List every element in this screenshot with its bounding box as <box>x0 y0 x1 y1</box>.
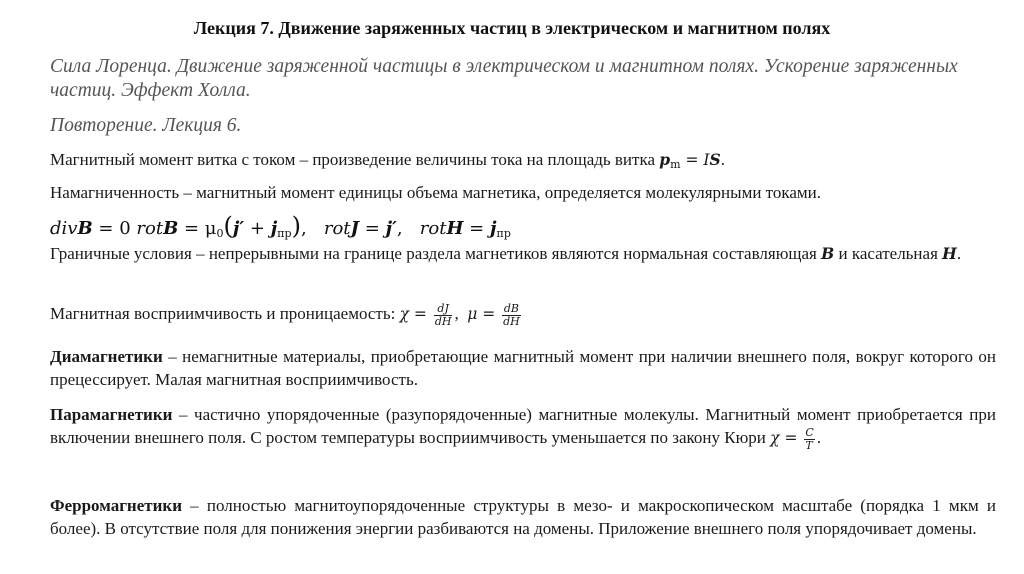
eq-j: = <box>359 218 386 239</box>
lecture-subtitle: Сила Лоренца. Движение заряженной частицы в электрическом и магнитном полях. Ускорение заряженных частиц. Эффект Холла. <box>50 56 958 101</box>
fraction-den-dH-2: dH <box>503 314 520 328</box>
div-B: B <box>77 218 93 239</box>
formula-eq: = <box>680 151 704 169</box>
curie-end: . <box>816 428 822 447</box>
eq-j-2: = <box>463 218 490 239</box>
comma-1: , <box>300 218 324 239</box>
paramagnetics-text: – частично упорядоченные (разупорядоченные) магнитные молекулы. Магнитный момент приобретается при включении внешнего поля. С ростом температуры восприимчивость уменьшается по закону Кюри <box>50 405 996 447</box>
formula-end: . <box>720 150 725 169</box>
j-pr: j <box>270 218 278 239</box>
paren-close: ) <box>291 212 301 240</box>
ferromagnetics-paragraph <box>50 494 996 540</box>
paramagnetics-paragraph <box>50 403 996 452</box>
rot-J: J <box>350 218 360 239</box>
maxwell-equations <box>50 212 511 240</box>
lecture-title: Лекция 7. Движение заряженных частиц в электрическом и магнитном полях <box>193 18 831 38</box>
ferromagnetics-text: – полностью магнитоупорядоченные структуры в мезо- и макроскопическом масштабе (порядка 1 мкм и более). В отсутствие поля для понижения энергии разбиваются на домены. Приложение внешнего поля упорядочивает домены. <box>50 496 996 538</box>
rot-B: B <box>163 218 179 239</box>
formula-p-sub: m <box>670 158 681 171</box>
diamagnetics-paragraph <box>50 345 996 391</box>
curie-eq: = <box>779 429 803 447</box>
boundary-paragraph <box>50 242 996 265</box>
mu-eq: = <box>477 305 501 323</box>
eq-zero: = 0 <box>92 218 137 239</box>
diamagnetics-text: – немагнитные материалы, приобретающие магнитный момент при наличии внешнего поля, вокруг которого он прецессирует. Малая магнитная восприимчивость. <box>50 347 996 389</box>
boundary-H: H <box>942 244 957 263</box>
fraction-dB-dH <box>502 303 521 328</box>
j-prime: j′ <box>232 218 245 239</box>
paren-open: ( <box>223 212 233 240</box>
susceptibility-paragraph <box>50 302 996 328</box>
susceptibility-text: Магнитная восприимчивость и проницаемость: <box>50 304 396 323</box>
rot-op-2: rot <box>323 218 351 239</box>
ferromagnetics-term: Ферромагнетики <box>50 496 182 515</box>
fraction-den-T: T <box>805 438 813 452</box>
j-prime-2: j′ <box>385 218 397 239</box>
formula-I: I <box>703 151 710 169</box>
frac-separator: , <box>454 304 468 323</box>
fraction-C-T <box>804 427 814 452</box>
mu-sub: 0 <box>216 227 224 240</box>
rot-op-1: rot <box>136 218 164 239</box>
magnetization-paragraph: Намагниченность – магнитный момент единицы объема магнетика, определяется молекулярными токами. <box>50 183 822 202</box>
boundary-B: B <box>821 244 835 263</box>
plus: + <box>244 218 271 239</box>
pr-sub: пр <box>277 227 292 240</box>
chi-eq: = <box>408 305 432 323</box>
magnetic-moment-paragraph <box>50 148 996 176</box>
fraction-num-dJ: dJ <box>434 303 453 316</box>
j-pr-2: j <box>489 218 497 239</box>
fraction-num-dB: dB <box>503 301 520 315</box>
boundary-text: Граничные условия – непрерывными на границе раздела магнетиков являются нормальная составляющая <box>50 244 817 263</box>
comma-2: , <box>396 218 420 239</box>
fraction-dJ-dH <box>434 303 453 328</box>
formula-p: p <box>659 150 671 169</box>
div-op: div <box>50 218 78 239</box>
boundary-and: и касательная <box>838 244 938 263</box>
mu-symbol: μ <box>467 305 478 323</box>
fraction-den-dH: dH <box>434 314 452 328</box>
boundary-end: . <box>956 244 962 263</box>
review-heading: Повторение. Лекция 6. <box>50 115 242 136</box>
formula-S: S <box>709 150 721 169</box>
fraction-num-C: C <box>805 425 814 439</box>
diamagnetics-term: Диамагнетики <box>50 347 163 366</box>
rot-op-3: rot <box>419 218 447 239</box>
pr-sub-2: пр <box>496 227 511 240</box>
chi-symbol: χ <box>399 305 409 323</box>
eq-mu: = μ <box>178 218 217 239</box>
rot-H: H <box>446 218 464 239</box>
curie-chi: χ <box>770 429 780 447</box>
magnetic-moment-text: Магнитный момент витка с током – произведение величины тока на площадь витка <box>50 150 656 169</box>
paramagnetics-term: Парамагнетики <box>50 405 173 424</box>
